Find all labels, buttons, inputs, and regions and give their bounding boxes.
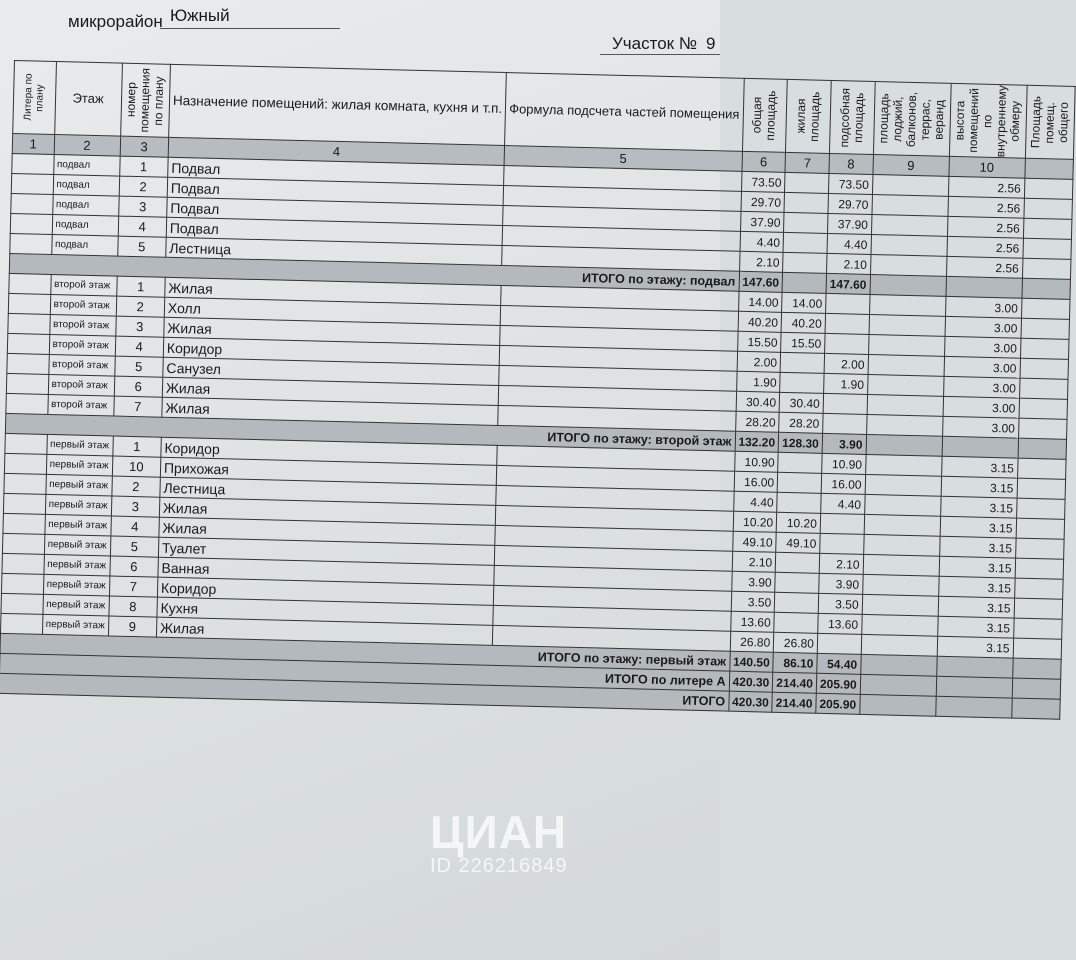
height-cell: 3.15 — [940, 516, 1016, 538]
living-area-cell: 49.10 — [776, 532, 820, 553]
litera-cell — [4, 474, 46, 495]
aux-area-cell: 1.90 — [824, 374, 868, 395]
total-label-cell: ИТОГО по этажу: второй этаж — [5, 414, 735, 452]
total-area-cell: 132.20 — [735, 431, 779, 452]
floor-cell: второй этаж — [50, 295, 116, 317]
floor-cell: первый этаж — [46, 435, 112, 457]
aux-area-cell: 4.40 — [827, 234, 871, 255]
floor-cell: подвал — [51, 235, 117, 257]
room-number-cell: 7 — [109, 576, 158, 597]
height-cell: 3.15 — [938, 596, 1014, 618]
room-number-cell: 2 — [111, 476, 160, 497]
balcony-area-cell — [867, 395, 943, 417]
aux-area-cell — [820, 533, 864, 554]
common-area-cell — [1015, 558, 1064, 579]
aux-area-cell: 3.90 — [822, 434, 866, 455]
living-area-cell: 30.40 — [779, 392, 823, 413]
common-area-cell — [1017, 458, 1066, 479]
common-area-cell — [1018, 438, 1067, 459]
balcony-area-cell — [867, 375, 943, 397]
litera-cell — [2, 534, 44, 555]
watermark-logo: ЦИАН — [430, 806, 568, 858]
room-number-cell: 1 — [119, 156, 168, 177]
living-area-cell — [778, 452, 822, 473]
room-number-cell: 5 — [117, 236, 166, 257]
living-area-cell — [782, 273, 826, 294]
room-name-cell: Прихожая — [160, 457, 497, 485]
living-area-cell: 214.40 — [772, 692, 816, 713]
district-value: Южный — [170, 6, 230, 25]
floor-cell: первый этаж — [45, 495, 111, 517]
room-name-cell: Коридор — [163, 337, 500, 365]
height-cell: 3.15 — [941, 456, 1017, 478]
common-area-cell — [1024, 178, 1073, 199]
balcony-area-cell — [860, 675, 936, 697]
room-register-body — [0, 154, 1073, 720]
room-name-cell: Жилая — [164, 317, 501, 345]
common-area-cell — [1022, 278, 1071, 299]
col-title-4: Назначение помещений: жилая комната, кухня и т.п. — [169, 64, 507, 145]
common-area-cell — [1013, 618, 1062, 639]
balcony-area-cell — [871, 235, 947, 257]
height-cell: 2.56 — [948, 177, 1024, 199]
height-cell: 3.15 — [937, 636, 1013, 658]
common-area-cell — [1016, 518, 1065, 539]
floor-cell: первый этаж — [43, 575, 109, 597]
room-name-cell: Ванная — [158, 557, 495, 585]
floor-cell: второй этаж — [48, 355, 114, 377]
litera-cell — [3, 514, 45, 535]
common-area-cell — [1024, 198, 1073, 219]
balcony-area-cell — [862, 595, 938, 617]
col-title-6: общая площадь — [742, 78, 787, 152]
col-title-9: площадь лоджий, балконов, террас, веранд — [873, 82, 951, 157]
litera-cell — [1, 594, 43, 615]
total-label-cell: ИТОГО по литере А — [0, 653, 729, 691]
floor-cell: первый этаж — [45, 475, 111, 497]
common-area-cell — [1016, 498, 1065, 519]
height-cell — [946, 276, 1022, 298]
total-area-cell: 2.10 — [739, 251, 783, 272]
total-area-cell: 147.60 — [739, 271, 783, 292]
living-area-cell — [774, 612, 818, 633]
living-area-cell: 26.80 — [774, 632, 818, 653]
height-cell: 3.15 — [938, 576, 1014, 598]
total-area-cell: 15.50 — [737, 331, 781, 352]
balcony-area-cell — [861, 635, 937, 657]
room-name-cell: Коридор — [157, 577, 494, 605]
col-num-8: 8 — [829, 154, 873, 175]
common-area-cell — [1020, 358, 1069, 379]
balcony-area-cell — [865, 475, 941, 497]
balcony-area-cell — [869, 315, 945, 337]
balcony-area-cell — [870, 275, 946, 297]
height-cell: 2.56 — [947, 217, 1023, 239]
room-register-table — [0, 60, 1076, 720]
room-number-cell: 5 — [114, 356, 163, 377]
col-num-2: 2 — [54, 135, 120, 157]
common-area-cell — [1012, 658, 1061, 679]
room-number-cell: 4 — [110, 516, 159, 537]
balcony-area-cell — [865, 455, 941, 477]
total-label-cell: ИТОГО по этажу: подвал — [9, 254, 739, 292]
room-name-cell: Туалет — [158, 537, 495, 565]
col-title-10: высота помещений по внутреннему обмеру — [949, 83, 1027, 158]
living-area-cell — [775, 572, 819, 593]
col-title-11: Площадь помещ. общего — [1025, 85, 1075, 159]
balcony-area-cell — [866, 435, 942, 457]
height-cell: 3.00 — [943, 376, 1019, 398]
balcony-area-cell — [868, 355, 944, 377]
aux-area-cell: 147.60 — [826, 274, 870, 295]
common-area-cell — [1021, 298, 1070, 319]
height-cell: 3.15 — [940, 496, 1016, 518]
balcony-area-cell — [863, 555, 939, 577]
aux-area-cell: 73.50 — [828, 174, 872, 195]
col-num-3: 3 — [120, 136, 169, 157]
room-number-cell: 1 — [112, 436, 161, 457]
aux-area-cell: 2.00 — [824, 354, 868, 375]
balcony-area-cell — [864, 495, 940, 517]
living-area-cell: 128.30 — [778, 432, 822, 453]
height-cell: 2.56 — [948, 197, 1024, 219]
col-num-1: 1 — [12, 134, 54, 155]
room-number-cell: 4 — [115, 336, 164, 357]
room-number-cell: 6 — [109, 556, 158, 577]
room-name-cell: Подвал — [168, 157, 505, 185]
room-number-cell: 3 — [115, 316, 164, 337]
balcony-area-cell — [864, 515, 940, 537]
room-number-cell: 5 — [110, 536, 159, 557]
floor-cell: первый этаж — [42, 595, 108, 617]
col-num-5: 5 — [504, 146, 742, 172]
col-num-11 — [1025, 158, 1074, 179]
living-area-cell — [783, 253, 827, 274]
living-area-cell: 15.50 — [781, 332, 825, 353]
aux-area-cell: 3.90 — [819, 573, 863, 594]
common-area-cell — [1015, 538, 1064, 559]
floor-cell: подвал — [53, 155, 119, 177]
room-name-cell: Холл — [164, 297, 501, 325]
district-underline — [160, 28, 340, 29]
common-area-cell — [1017, 478, 1066, 499]
common-area-cell — [1020, 338, 1069, 359]
floor-cell: второй этаж — [47, 395, 113, 417]
total-area-cell: 4.40 — [733, 491, 777, 512]
room-number-cell: 8 — [108, 596, 157, 617]
col-num-10: 10 — [949, 157, 1025, 179]
total-area-cell: 28.20 — [735, 411, 779, 432]
living-area-cell: 28.20 — [779, 412, 823, 433]
total-area-cell: 16.00 — [734, 471, 778, 492]
room-name-cell: Санузел — [163, 357, 500, 385]
floor-cell: первый этаж — [46, 455, 112, 477]
plot-underline — [600, 54, 720, 55]
plot-label: Участок № — [612, 34, 698, 53]
aux-area-cell: 3.50 — [818, 593, 862, 614]
floor-cell: подвал — [53, 175, 119, 197]
height-cell — [935, 696, 1011, 718]
living-area-cell: 40.20 — [781, 312, 825, 333]
aux-area-cell: 29.70 — [828, 194, 872, 215]
common-area-cell — [1023, 218, 1072, 239]
watermark — [430, 805, 568, 878]
common-area-cell — [1019, 398, 1068, 419]
aux-area-cell: 37.90 — [827, 214, 871, 235]
litera-cell — [2, 554, 44, 575]
aux-area-cell — [823, 394, 867, 415]
litera-cell — [7, 334, 49, 355]
room-name-cell: Подвал — [167, 177, 504, 205]
plot-value: 9 — [706, 34, 716, 53]
watermark-id: ID 226216849 — [430, 855, 568, 877]
litera-cell — [8, 314, 50, 335]
common-area-cell — [1021, 318, 1070, 339]
litera-cell — [12, 154, 54, 175]
living-area-cell: 214.40 — [773, 672, 817, 693]
room-name-cell: Подвал — [166, 217, 503, 245]
aux-area-cell: 13.60 — [818, 613, 862, 634]
litera-cell — [11, 194, 53, 215]
litera-cell — [6, 394, 48, 415]
balcony-area-cell — [866, 415, 942, 437]
height-cell: 3.15 — [939, 536, 1015, 558]
total-area-cell: 10.90 — [734, 451, 778, 472]
room-name-cell: Жилая — [165, 277, 502, 305]
col-title-7: жилая площадь — [786, 79, 831, 153]
living-area-cell — [780, 352, 824, 373]
total-area-cell: 3.50 — [731, 591, 775, 612]
aux-area-cell — [826, 294, 870, 315]
common-area-cell — [1014, 598, 1063, 619]
litera-cell — [11, 174, 53, 195]
aux-area-cell: 2.10 — [819, 553, 863, 574]
room-number-cell: 10 — [112, 456, 161, 477]
litera-cell — [10, 234, 52, 255]
room-number-cell: 7 — [113, 396, 162, 417]
col-title-2: Этаж — [54, 62, 122, 137]
aux-area-cell: 205.90 — [816, 693, 860, 714]
height-cell: 2.56 — [947, 237, 1023, 259]
height-cell: 3.00 — [945, 316, 1021, 338]
common-area-cell — [1012, 678, 1061, 699]
living-area-cell — [783, 233, 827, 254]
common-area-cell — [1023, 238, 1072, 259]
room-name-cell: Жилая — [162, 377, 499, 405]
total-area-cell: 14.00 — [738, 291, 782, 312]
balcony-area-cell — [862, 575, 938, 597]
room-number-cell: 3 — [111, 496, 160, 517]
aux-area-cell — [825, 334, 869, 355]
floor-cell: второй этаж — [48, 375, 114, 397]
room-name-cell: Жилая — [162, 397, 499, 425]
col-title-5: Формула подсчета частей помещения — [505, 73, 744, 152]
room-name-cell: Подвал — [167, 197, 504, 225]
aux-area-cell: 2.10 — [826, 254, 870, 275]
living-area-cell — [785, 173, 829, 194]
col-num-9: 9 — [873, 155, 949, 177]
room-number-cell: 6 — [114, 376, 163, 397]
total-area-cell: 420.30 — [728, 691, 772, 712]
balcony-area-cell — [868, 335, 944, 357]
total-area-cell: 26.80 — [730, 631, 774, 652]
litera-cell — [4, 454, 46, 475]
common-area-cell — [1011, 698, 1060, 719]
room-number-cell: 2 — [116, 296, 165, 317]
col-num-4: 4 — [168, 137, 505, 165]
col-title-1: Литера по плану — [13, 61, 56, 135]
floor-cell: первый этаж — [44, 515, 110, 537]
litera-cell — [0, 614, 42, 635]
balcony-area-cell — [859, 695, 935, 717]
room-name-cell: Жилая — [156, 617, 493, 645]
total-area-cell: 10.20 — [733, 511, 777, 532]
balcony-area-cell — [872, 195, 948, 217]
common-area-cell — [1019, 378, 1068, 399]
common-area-cell — [1013, 638, 1062, 659]
total-area-cell: 37.90 — [740, 211, 784, 232]
common-area-cell — [1014, 578, 1063, 599]
floor-cell: первый этаж — [42, 615, 108, 637]
floor-cell: второй этаж — [49, 315, 115, 337]
balcony-area-cell — [863, 535, 939, 557]
height-cell: 3.00 — [944, 336, 1020, 358]
height-cell: 3.00 — [944, 356, 1020, 378]
litera-cell — [8, 294, 50, 315]
floor-cell: второй этаж — [50, 275, 116, 297]
total-area-cell: 1.90 — [736, 371, 780, 392]
litera-cell — [9, 274, 51, 295]
total-area-cell: 13.60 — [730, 611, 774, 632]
litera-cell — [3, 494, 45, 515]
floor-cell: подвал — [52, 195, 118, 217]
total-area-cell: 2.10 — [732, 551, 776, 572]
total-area-cell: 49.10 — [732, 531, 776, 552]
col-title-3: номер помещения по плану — [120, 63, 170, 137]
room-name-cell: Лестница — [166, 237, 503, 265]
balcony-area-cell — [860, 655, 936, 677]
height-cell: 2.56 — [946, 257, 1022, 279]
floor-cell: второй этаж — [49, 335, 115, 357]
balcony-area-cell — [861, 615, 937, 637]
balcony-area-cell — [872, 175, 948, 197]
col-title-8: подсобная площадь — [829, 80, 874, 154]
aux-area-cell: 54.40 — [817, 653, 861, 674]
aux-area-cell — [823, 414, 867, 435]
aux-area-cell: 4.40 — [821, 494, 865, 515]
litera-cell — [7, 354, 49, 375]
room-number-cell: 4 — [118, 216, 167, 237]
height-cell — [942, 436, 1018, 458]
height-cell: 3.15 — [941, 476, 1017, 498]
height-cell: 3.15 — [939, 556, 1015, 578]
height-cell: 3.00 — [943, 396, 1019, 418]
col-num-6: 6 — [742, 151, 786, 172]
total-area-cell: 420.30 — [729, 671, 773, 692]
total-area-cell: 3.90 — [731, 571, 775, 592]
living-area-cell: 10.20 — [776, 512, 820, 533]
room-number-cell: 9 — [108, 616, 157, 637]
aux-area-cell — [817, 633, 861, 654]
floor-cell: первый этаж — [43, 555, 109, 577]
floor-cell: подвал — [52, 215, 118, 237]
height-cell: 3.00 — [942, 416, 1018, 438]
total-area-cell: 40.20 — [738, 311, 782, 332]
aux-area-cell: 205.90 — [816, 673, 860, 694]
room-name-cell: Лестница — [160, 477, 497, 505]
total-area-cell: 30.40 — [736, 391, 780, 412]
room-number-cell: 1 — [116, 276, 165, 297]
litera-cell — [5, 434, 47, 455]
living-area-cell — [784, 193, 828, 214]
height-cell: 3.00 — [945, 296, 1021, 318]
balcony-area-cell — [870, 255, 946, 277]
total-label-cell: ИТОГО по этажу: первый этаж — [0, 633, 730, 671]
total-area-cell: 140.50 — [729, 651, 773, 672]
height-cell: 3.15 — [937, 616, 1013, 638]
total-area-cell: 4.40 — [740, 231, 784, 252]
living-area-cell — [777, 492, 821, 513]
total-label-cell: ИТОГО — [0, 673, 729, 711]
common-area-cell — [1018, 418, 1067, 439]
living-area-cell — [784, 213, 828, 234]
living-area-cell — [780, 372, 824, 393]
living-area-cell: 14.00 — [782, 292, 826, 313]
room-number-cell: 3 — [118, 196, 167, 217]
aux-area-cell: 10.90 — [822, 454, 866, 475]
total-area-cell: 2.00 — [737, 351, 781, 372]
room-name-cell: Жилая — [159, 497, 496, 525]
litera-cell — [1, 574, 43, 595]
height-cell — [936, 676, 1012, 698]
living-area-cell — [775, 552, 819, 573]
living-area-cell: 86.10 — [773, 652, 817, 673]
col-num-7: 7 — [785, 153, 829, 174]
balcony-area-cell — [871, 215, 947, 237]
room-name-cell: Жилая — [159, 517, 496, 545]
room-number-cell: 2 — [119, 176, 168, 197]
height-cell — [936, 656, 1012, 678]
room-name-cell: Коридор — [161, 437, 498, 465]
living-area-cell — [777, 472, 821, 493]
common-area-cell — [1022, 258, 1071, 279]
aux-area-cell — [825, 314, 869, 335]
aux-area-cell: 16.00 — [821, 474, 865, 495]
litera-cell — [6, 374, 48, 395]
litera-cell — [10, 214, 52, 235]
district-label: микрорайон — [68, 12, 163, 31]
total-area-cell: 73.50 — [741, 171, 785, 192]
room-name-cell: Кухня — [157, 597, 494, 625]
total-area-cell: 29.70 — [741, 191, 785, 212]
floor-cell: первый этаж — [44, 535, 110, 557]
living-area-cell — [774, 592, 818, 613]
balcony-area-cell — [869, 295, 945, 317]
aux-area-cell — [820, 513, 864, 534]
